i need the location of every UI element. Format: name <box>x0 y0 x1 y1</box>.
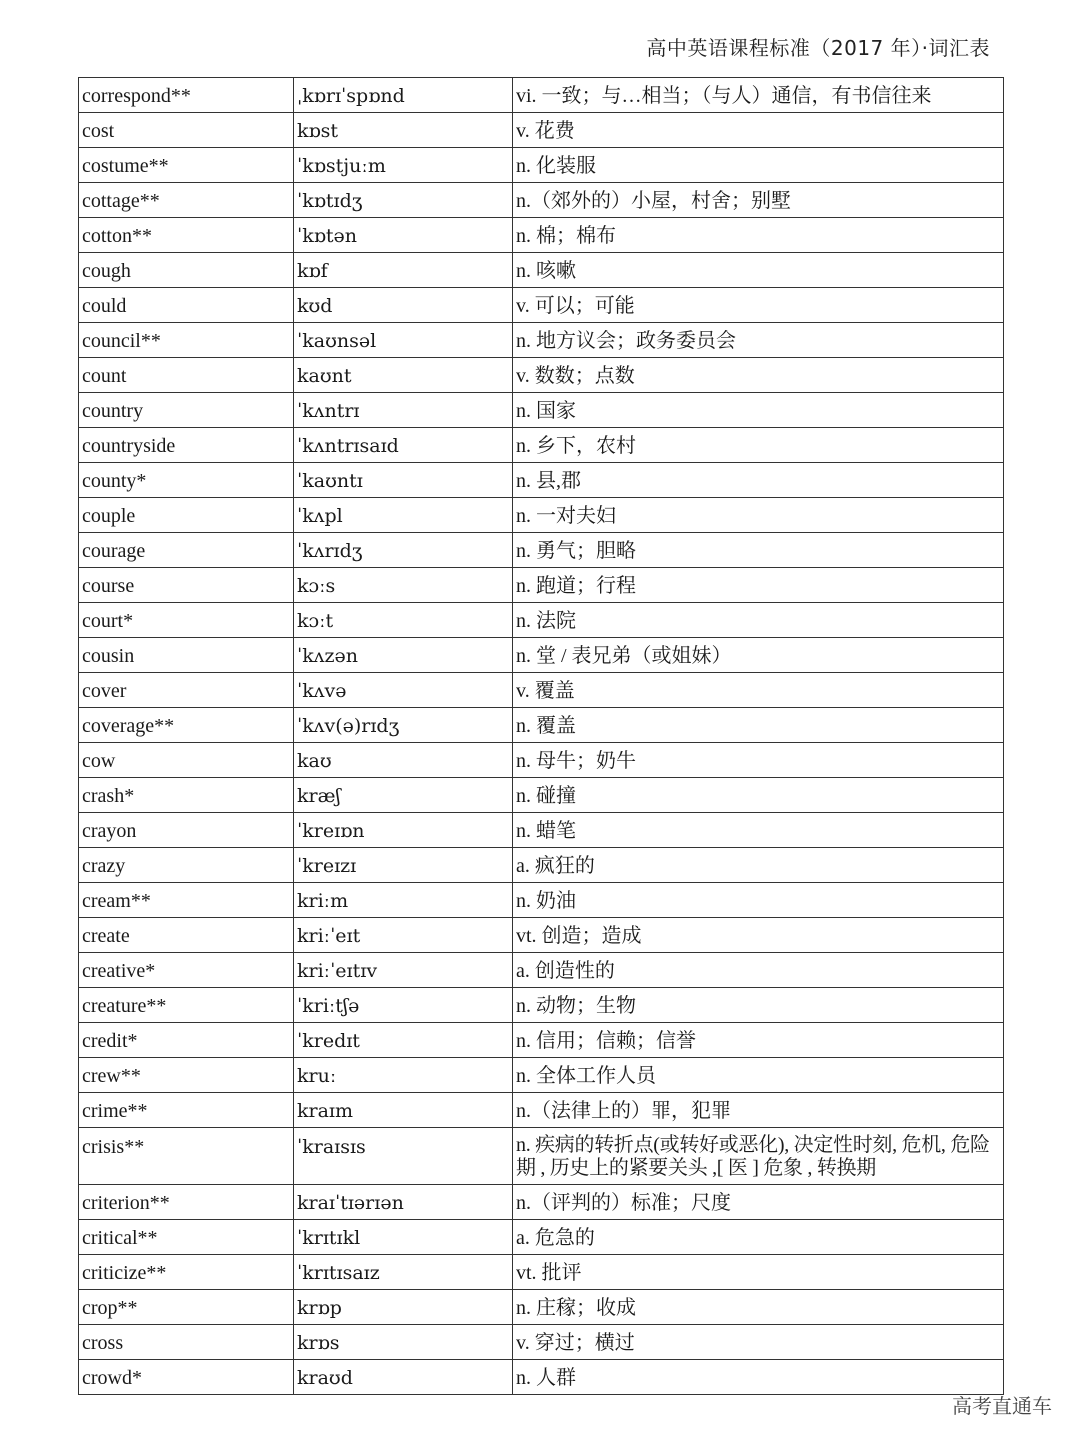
meaning-cell: n.（评判的）标准；尺度 <box>513 1185 1004 1220</box>
table-row <box>79 1290 1004 1325</box>
table-row <box>79 393 1004 428</box>
table-row <box>79 1093 1004 1128</box>
meaning-cell: n. 动物；生物 <box>513 988 1004 1023</box>
meaning-cell: v. 覆盖 <box>513 673 1004 708</box>
meaning-cell: n.（郊外的）小屋，村舍；别墅 <box>513 183 1004 218</box>
table-row <box>79 813 1004 848</box>
meaning-cell: v. 穿过；横过 <box>513 1325 1004 1360</box>
phonetic-cell: kraʊd <box>294 1360 513 1395</box>
word-cell: creature** <box>79 988 294 1023</box>
table-row <box>79 358 1004 393</box>
word-cell: could <box>79 288 294 323</box>
word-cell: critical** <box>79 1220 294 1255</box>
phonetic-cell: ˈkʌzən <box>294 638 513 673</box>
table-row <box>79 253 1004 288</box>
table-row <box>79 183 1004 218</box>
word-cell: costume** <box>79 148 294 183</box>
table-row <box>79 883 1004 918</box>
word-cell: crop** <box>79 1290 294 1325</box>
table-row <box>79 603 1004 638</box>
meaning-cell: n.（法律上的）罪，犯罪 <box>513 1093 1004 1128</box>
phonetic-cell: ˈkreɪɒn <box>294 813 513 848</box>
word-cell: cow <box>79 743 294 778</box>
word-cell: crisis** <box>79 1128 294 1185</box>
meaning-cell: n. 法院 <box>513 603 1004 638</box>
table-row <box>79 673 1004 708</box>
meaning-cell: n. 咳嗽 <box>513 253 1004 288</box>
phonetic-cell: kraɪm <box>294 1093 513 1128</box>
phonetic-cell: ˈkʌrɪdʒ <box>294 533 513 568</box>
meaning-cell: vt. 批评 <box>513 1255 1004 1290</box>
phonetic-cell: kraɪˈtɪərɪən <box>294 1185 513 1220</box>
meaning-cell: n. 碰撞 <box>513 778 1004 813</box>
table-row <box>79 498 1004 533</box>
meaning-cell: n. 县,郡 <box>513 463 1004 498</box>
phonetic-cell: ˈkɒtən <box>294 218 513 253</box>
page-header: 高中英语课程标准（2017 年）·词汇表 <box>646 36 990 60</box>
word-cell: crazy <box>79 848 294 883</box>
word-cell: cross <box>79 1325 294 1360</box>
phonetic-cell: ˈkreɪzɪ <box>294 848 513 883</box>
phonetic-cell: ˈkʌntrɪsaɪd <box>294 428 513 463</box>
meaning-cell: a. 危急的 <box>513 1220 1004 1255</box>
word-cell: crowd* <box>79 1360 294 1395</box>
word-cell: count <box>79 358 294 393</box>
word-cell: cottage** <box>79 183 294 218</box>
word-cell: council** <box>79 323 294 358</box>
phonetic-cell: kɔːs <box>294 568 513 603</box>
phonetic-cell: ˈkrɪtɪkl <box>294 1220 513 1255</box>
watermark: 高考直通车 <box>952 1394 1052 1418</box>
table-row <box>79 953 1004 988</box>
table-row <box>79 1023 1004 1058</box>
table-row <box>79 1058 1004 1093</box>
word-cell: correspond** <box>79 78 294 113</box>
meaning-cell: n. 地方议会；政务委员会 <box>513 323 1004 358</box>
word-cell: course <box>79 568 294 603</box>
word-cell: crime** <box>79 1093 294 1128</box>
meaning-cell: v. 花费 <box>513 113 1004 148</box>
phonetic-cell: ˈkʌpl <box>294 498 513 533</box>
word-cell: crash* <box>79 778 294 813</box>
meaning-cell: n. 蜡笔 <box>513 813 1004 848</box>
table-row <box>79 568 1004 603</box>
vocabulary-table <box>78 77 1004 1395</box>
meaning-cell: n. 庄稼；收成 <box>513 1290 1004 1325</box>
phonetic-cell: kʊd <box>294 288 513 323</box>
table-row <box>79 778 1004 813</box>
phonetic-cell: ˈkredɪt <box>294 1023 513 1058</box>
phonetic-cell: kruː <box>294 1058 513 1093</box>
meaning-cell: v. 数数；点数 <box>513 358 1004 393</box>
table-row <box>79 1185 1004 1220</box>
word-cell: cotton** <box>79 218 294 253</box>
table-row <box>79 918 1004 953</box>
phonetic-cell: ˈkɒtɪdʒ <box>294 183 513 218</box>
table-row <box>79 288 1004 323</box>
table-row <box>79 1325 1004 1360</box>
word-cell: cream** <box>79 883 294 918</box>
meaning-cell: n. 人群 <box>513 1360 1004 1395</box>
meaning-cell: n. 覆盖 <box>513 708 1004 743</box>
phonetic-cell: ˈkrɪtɪsaɪz <box>294 1255 513 1290</box>
table-row <box>79 323 1004 358</box>
word-cell: cousin <box>79 638 294 673</box>
word-cell: create <box>79 918 294 953</box>
meaning-cell: n. 信用；信赖；信誉 <box>513 1023 1004 1058</box>
table-row <box>79 1255 1004 1290</box>
table-row <box>79 848 1004 883</box>
phonetic-cell: ˈkʌv(ə)rɪdʒ <box>294 708 513 743</box>
meaning-cell: n. 化装服 <box>513 148 1004 183</box>
table-row <box>79 1128 1004 1185</box>
phonetic-cell: kɒf <box>294 253 513 288</box>
phonetic-cell: kaʊ <box>294 743 513 778</box>
word-cell: criticize** <box>79 1255 294 1290</box>
meaning-cell: n. 国家 <box>513 393 1004 428</box>
word-cell: courage <box>79 533 294 568</box>
phonetic-cell: kriːˈeɪtɪv <box>294 953 513 988</box>
word-cell: county* <box>79 463 294 498</box>
word-cell: country <box>79 393 294 428</box>
phonetic-cell: krɒs <box>294 1325 513 1360</box>
meaning-cell: vt. 创造；造成 <box>513 918 1004 953</box>
meaning-cell: n. 堂 / 表兄弟（或姐妹） <box>513 638 1004 673</box>
phonetic-cell: ˈkɒstjuːm <box>294 148 513 183</box>
phonetic-cell: ˈkraɪsɪs <box>294 1128 513 1185</box>
word-cell: court* <box>79 603 294 638</box>
table-row <box>79 743 1004 778</box>
meaning-cell: a. 疯狂的 <box>513 848 1004 883</box>
word-cell: crew** <box>79 1058 294 1093</box>
table-row <box>79 78 1004 113</box>
phonetic-cell: ˈkʌntrɪ <box>294 393 513 428</box>
table-row <box>79 1220 1004 1255</box>
word-cell: cost <box>79 113 294 148</box>
meaning-cell: n. 棉；棉布 <box>513 218 1004 253</box>
phonetic-cell: kræʃ <box>294 778 513 813</box>
phonetic-cell: kriːˈeɪt <box>294 918 513 953</box>
phonetic-cell: kɒst <box>294 113 513 148</box>
phonetic-cell: ˈkriːtʃə <box>294 988 513 1023</box>
phonetic-cell: ˈkaʊntɪ <box>294 463 513 498</box>
table-row <box>79 638 1004 673</box>
phonetic-cell: ˈkaʊnsəl <box>294 323 513 358</box>
word-cell: countryside <box>79 428 294 463</box>
word-cell: cover <box>79 673 294 708</box>
table-row <box>79 218 1004 253</box>
phonetic-cell: kaʊnt <box>294 358 513 393</box>
table-row <box>79 148 1004 183</box>
meaning-cell: n. 疾病的转折点(或转好或恶化), 决定性时刻, 危机, 危险期 , 历史上的紧要关头 ,[ 医 ] 危象 , 转换期 <box>513 1128 1004 1185</box>
word-cell: credit* <box>79 1023 294 1058</box>
meaning-cell: n. 一对夫妇 <box>513 498 1004 533</box>
meaning-cell: n. 奶油 <box>513 883 1004 918</box>
table-row <box>79 463 1004 498</box>
meaning-cell: n. 乡下，农村 <box>513 428 1004 463</box>
table-row <box>79 708 1004 743</box>
vocabulary-table-body <box>79 78 1004 1395</box>
phonetic-cell: krɒp <box>294 1290 513 1325</box>
phonetic-cell: kɔːt <box>294 603 513 638</box>
word-cell: criterion** <box>79 1185 294 1220</box>
table-row <box>79 988 1004 1023</box>
meaning-cell: n. 母牛；奶牛 <box>513 743 1004 778</box>
word-cell: crayon <box>79 813 294 848</box>
word-cell: couple <box>79 498 294 533</box>
meaning-cell: v. 可以；可能 <box>513 288 1004 323</box>
table-row <box>79 113 1004 148</box>
word-cell: cough <box>79 253 294 288</box>
meaning-cell: a. 创造性的 <box>513 953 1004 988</box>
phonetic-cell: ˌkɒrɪˈspɒnd <box>294 78 513 113</box>
phonetic-cell: kriːm <box>294 883 513 918</box>
meaning-cell: vi. 一致；与…相当；（与人）通信，有书信往来 <box>513 78 1004 113</box>
table-row <box>79 533 1004 568</box>
word-cell: creative* <box>79 953 294 988</box>
meaning-cell: n. 跑道；行程 <box>513 568 1004 603</box>
meaning-cell: n. 勇气；胆略 <box>513 533 1004 568</box>
meaning-cell: n. 全体工作人员 <box>513 1058 1004 1093</box>
word-cell: coverage** <box>79 708 294 743</box>
table-row <box>79 428 1004 463</box>
phonetic-cell: ˈkʌvə <box>294 673 513 708</box>
table-row <box>79 1360 1004 1395</box>
